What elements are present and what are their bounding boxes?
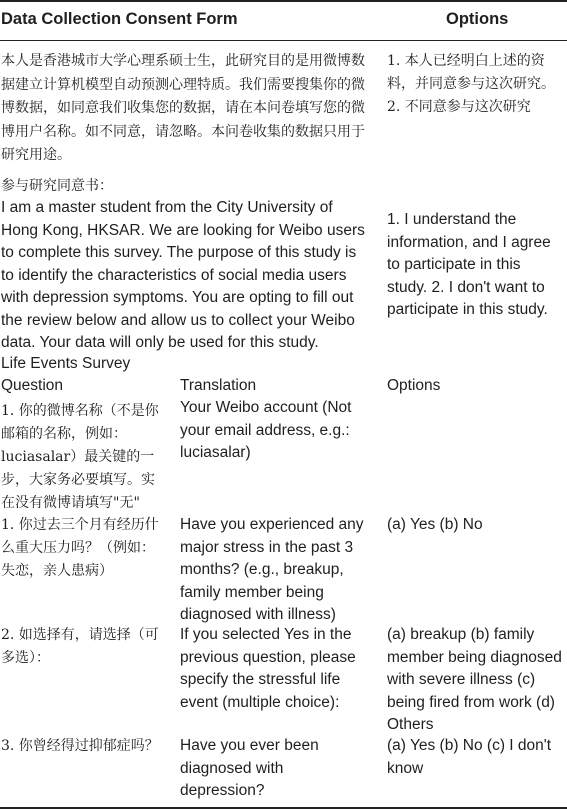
row-1-translation: Your Weibo account (Not your email address, e.g.: luciasalar) <box>180 399 352 461</box>
row-3-options: (a) breakup (b) family member being diagnosed with severe illness (c) being fired from work (d) Others <box>387 626 562 733</box>
column-translation: Translation <box>180 377 257 394</box>
row-4-translation: Have you ever been diagnosed with depression? <box>180 737 319 799</box>
row-4-options: (a) Yes (b) No (c) I don't know <box>387 737 552 777</box>
row-4-question: 3. 你曾经得过抑郁症吗？ <box>1 738 159 754</box>
row-3-question: 2. 如选择有，请选择（可多选）： <box>1 627 159 666</box>
row-1-question: 1. 你的微博名称（不是你邮箱的名称，例如：luciasalar）最关键的一步，大家务必要填写。实在没有微博请填写"无" <box>1 403 159 511</box>
row-2-question: 1. 你过去三个月有经历什么重大压力吗？（例如：失恋，亲人患病） <box>1 517 159 579</box>
consent-options-en: 1. I understand the information, and I agree to participate in this study. 2. I don't want to participate in this study. <box>387 211 551 318</box>
consent-text-zh: 本人是香港城市大学心理系硕士生，此研究目的是用微博数据建立计算机模型自动预测心理特质。我们需要搜集你的微博数据，如同意我们收集您的数据，请在本问卷填写您的微博用户名称。如不同意，请忽略。本问卷收集的数据只用于研究用途。 <box>1 53 365 163</box>
row-3-translation: If you selected Yes in the previous question, please specify the stressful life event (multiple choice): <box>180 626 356 711</box>
survey-title: Life Events Survey <box>1 355 131 372</box>
consent-title-zh: 参与研究同意书： <box>1 178 113 194</box>
consent-options-zh: 1. 本人已经明白上述的资料，并同意参与这次研究。 2. 不同意参与这次研究 <box>387 53 555 115</box>
consent-text-en: I am a master student from the City University of Hong Kong, HKSAR. We are looking for Weibo users to complete this survey. The purpose of this study is to identify the characteristics of social media users with depression symptoms. You are opting to fill out the review below and allow us to collect your Weibo data. Your data will only be used for this study. <box>1 199 365 351</box>
header-rule <box>0 40 567 41</box>
table-header <box>0 0 567 40</box>
row-2-translation: Have you experienced any major stress in the past 3 months? (e.g., breakup, family member being diagnosed with illness) <box>180 516 364 623</box>
column-question: Question <box>1 377 64 394</box>
bottom-rule <box>0 807 567 809</box>
row-2-options: (a) Yes (b) No <box>387 516 483 533</box>
form-title: Data Collection Consent Form <box>1 10 238 28</box>
column-options: Options <box>387 377 441 394</box>
options-header: Options <box>446 10 509 28</box>
